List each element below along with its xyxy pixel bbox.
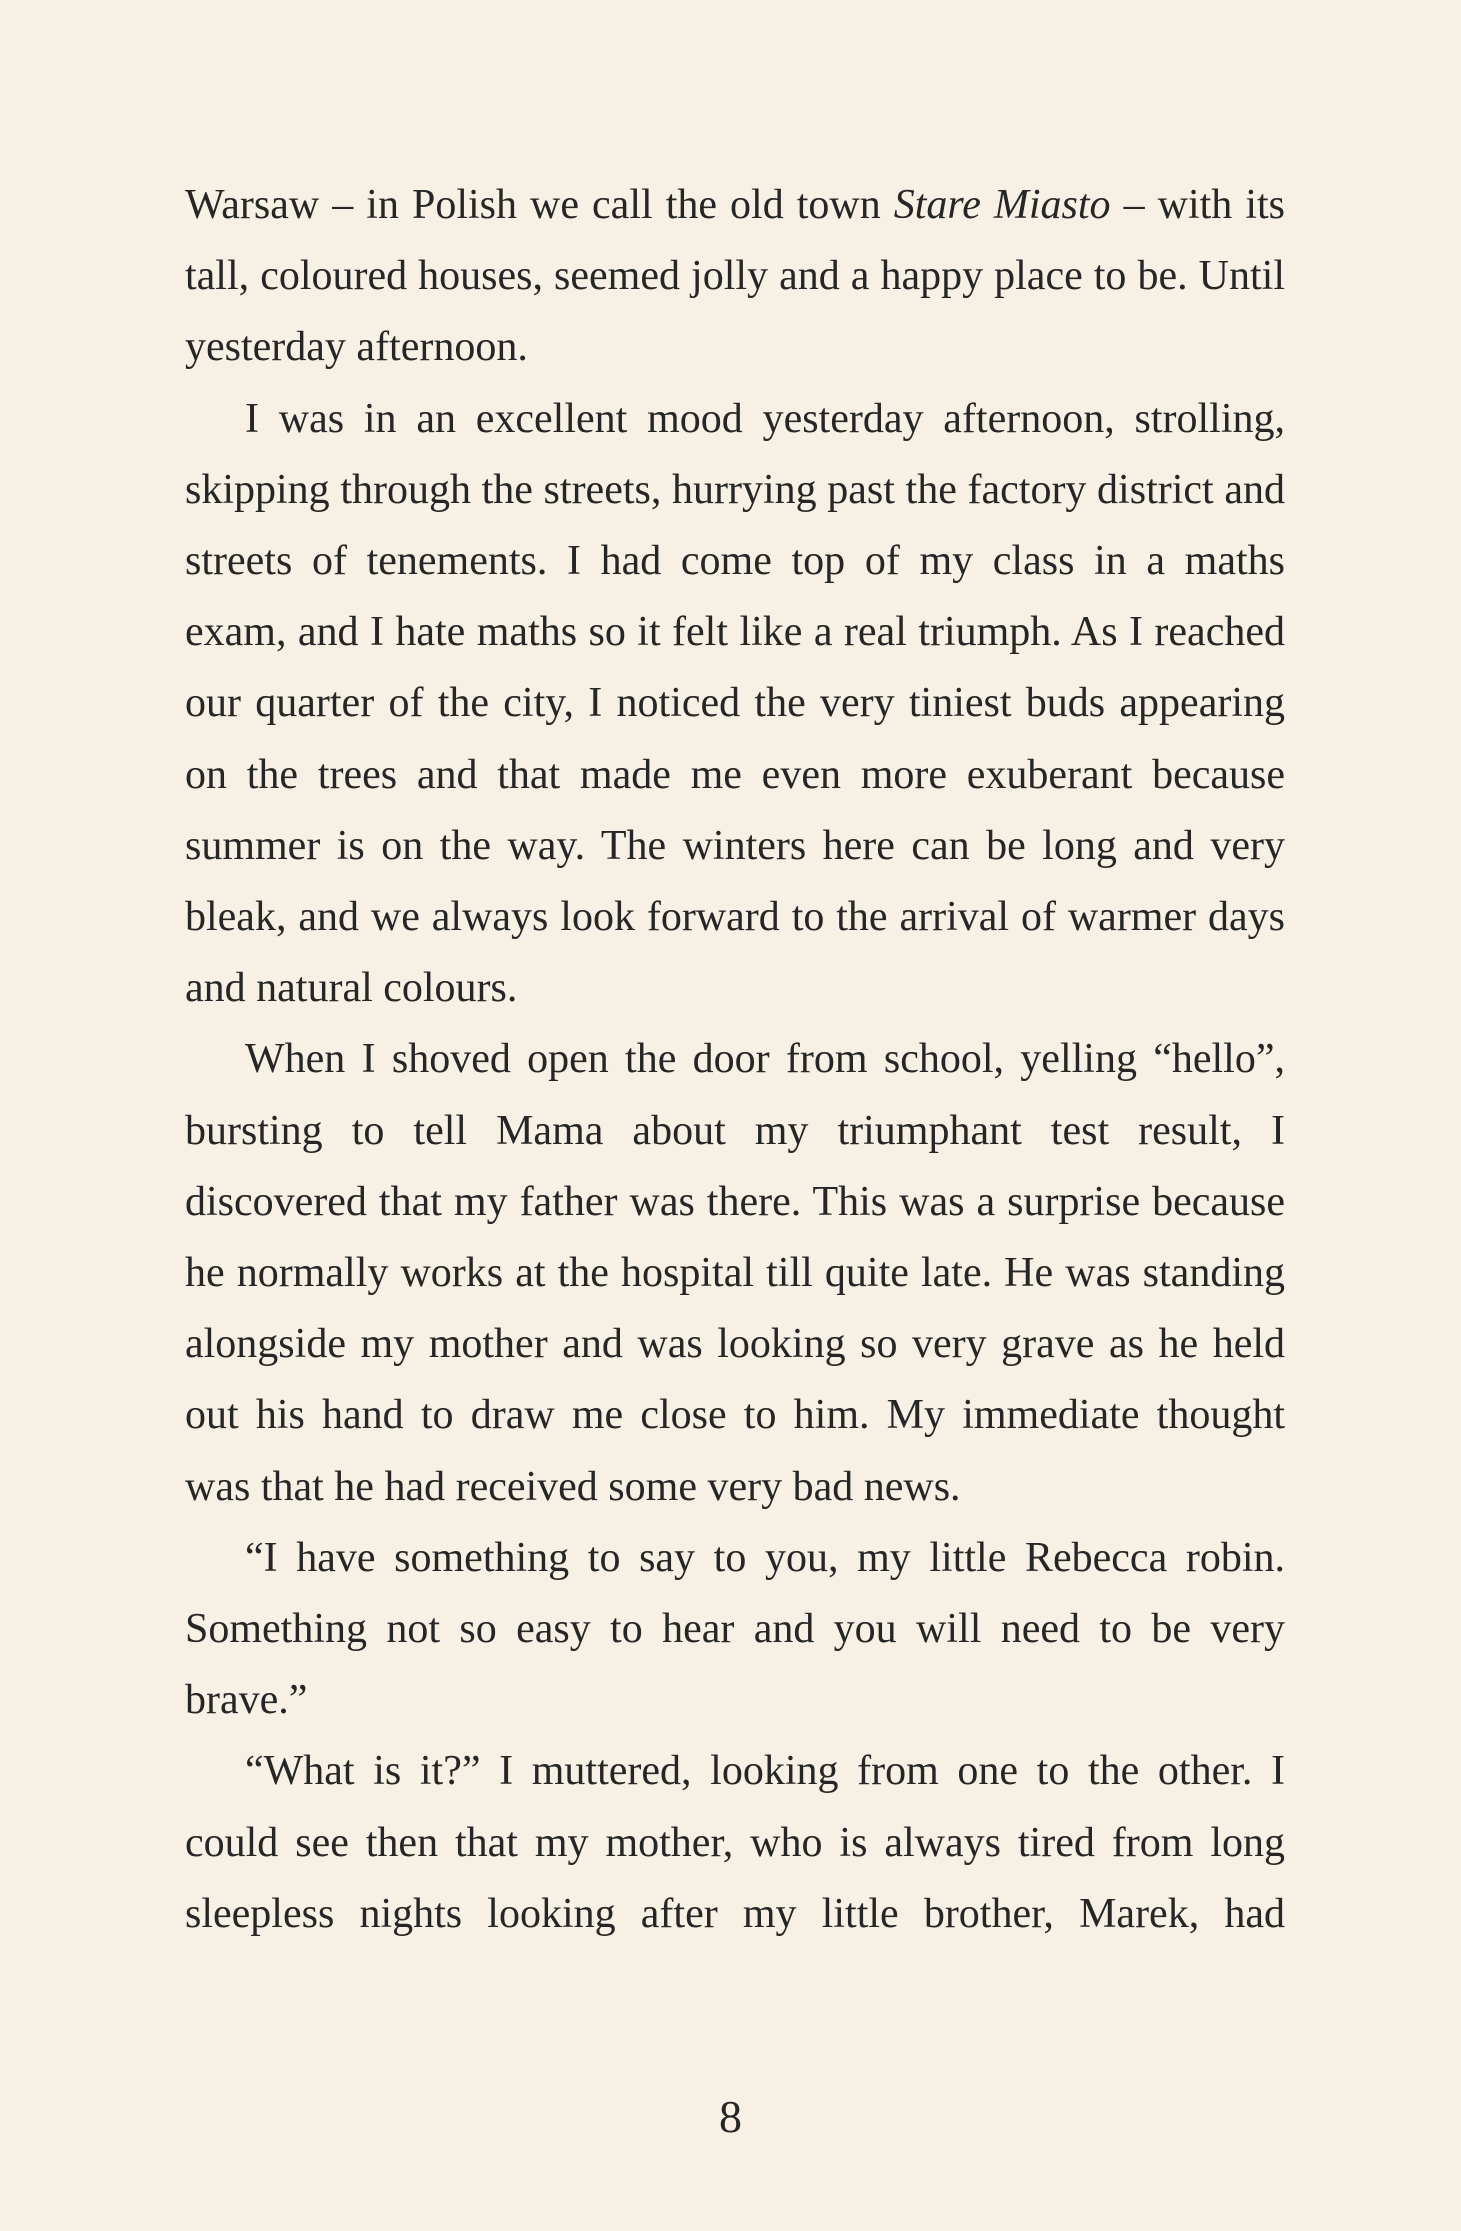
paragraph	[185, 1523, 1285, 1737]
paragraph-text: When I shoved open the door from school, yelling “hello”, bursting to tell Mama about my triumphant test result, I discovered that my father was there. This was a surprise because he normally works at the hospital till quite late. He was standing alongside my mother and was looking so very grave as he held out his hand to draw me close to him. My immediate thought was that he had received some very bad news.	[185, 1036, 1285, 1510]
paragraph	[185, 384, 1285, 1025]
paragraph-text: Warsaw – in Polish we call the old town	[185, 182, 894, 228]
paragraph	[185, 170, 1285, 384]
paragraph	[185, 1024, 1285, 1522]
paragraph-text: “What is it?” I muttered, looking from one to the other. I could see then that my mother, who is always tired from long sleepless nights looking after my little brother, Marek, had	[185, 1748, 1285, 1937]
paragraph	[185, 1736, 1285, 1950]
italic-place-name: Stare Miasto	[893, 182, 1111, 228]
paragraph-text: – with its tall, coloured houses, seemed jolly and a happy place to be. Until yesterday afternoon.	[185, 182, 1285, 371]
paragraph-text: I was in an excellent mood yesterday afternoon, strolling, skipping through the streets, hurrying past the factory district and streets of tenements. I had come top of my class in a maths exam, and I hate maths so it felt like a real triumph. As I reached our quarter of the city, I noticed the very tiniest buds appearing on the trees and that made me even more exuberant because summer is on the way. The winters here can be long and very bleak, and we always look forward to the arrival of warmer days and natural colours.	[185, 395, 1285, 1012]
page-number: 8	[719, 2091, 742, 2142]
body-text	[185, 170, 1285, 1950]
paragraph-text: “I have something to say to you, my little Rebecca robin. Something not so easy to hear and you will need to be very brave.”	[185, 1534, 1285, 1724]
